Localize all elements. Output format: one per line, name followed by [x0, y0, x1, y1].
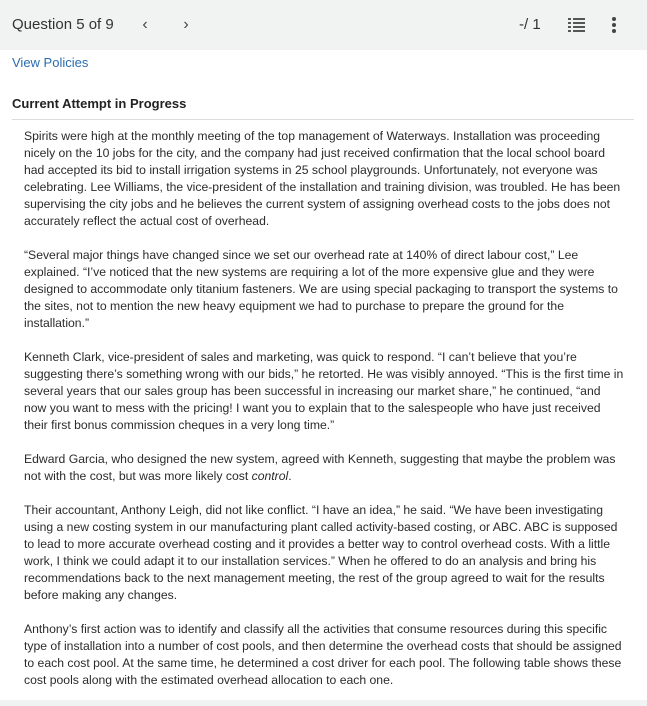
question-content — [0, 50, 647, 700]
paragraph-4-emphasis: control — [251, 469, 289, 483]
question-header — [0, 0, 647, 50]
list-icon[interactable] — [568, 17, 586, 33]
paragraph-2: “Several major things have changed since we set our overhead rate at 140% of direct labour cost,” Lee explained. “I’ve noticed that the new systems are requiring a lot of the more expensive glue and they were designed to accommodate only titanium fasteners. We are using special packaging to transport the systems to the sites, not to mention the new heavy equipment we had to purchase to prepare the ground for the installation.” — [24, 248, 618, 330]
kebab-menu-icon[interactable] — [606, 15, 622, 35]
question-score: -/ 1 — [519, 16, 541, 33]
paragraph-4-end: . — [288, 469, 292, 483]
paragraph-1: Spirits were high at the monthly meeting of the top management of Waterways. Installation was proceeding nicely on the 10 jobs for the city, and the company had just received confirmation that the local school board had accepted its bid to install irrigation systems in 25 school playgrounds. Unfortunately, not everyone was celebrating. Lee Williams, the vice-president of the installation and training division, was troubled. He has been supervising the city jobs and he believes the current system of assigning overhead costs to the jobs does not accurately reflect the actual cost of overhead. — [24, 129, 621, 228]
question-counter: Question 5 of 9 — [12, 16, 114, 33]
paragraph-3: Kenneth Clark, vice-president of sales and marketing, was quick to respond. “I can’t believe that you’re suggesting there’s something wrong with our bids,” he retorted. He was visibly annoyed. “This is the first time in several years that our sales group has been successful in increasing our market share,” he continued, “and now you want to mess with the pricing! I want you to explain that to the salespeople who have just received their first bonus commission cheques in a very long time.” — [24, 350, 624, 432]
divider — [12, 119, 634, 120]
paragraph-4 — [24, 451, 624, 485]
paragraph-5: Their accountant, Anthony Leigh, did not like conflict. “I have an idea,” he said. “We have been investigating using a new costing system in our manufacturing plant called activity-based costing, or ABC. ABC is supposed to lead to more accurate overhead costing and it provides a better way to control overhead costs. With a little work, I think we could adapt it to our installation services.” When he offered to do an analysis and bring his recommendations back to the next management meeting, the rest of the group agreed to wait for the results before making any changes. — [24, 503, 618, 602]
question-text — [24, 128, 624, 706]
paragraph-6: Anthony’s first action was to identify and classify all the activities that consume resources during this specific type of installation into a number of cost pools, and then determine the overhead costs that should be assigned to each cost pool. At the same time, he determined a cost driver for each pool. The following table shows these cost pools along with the estimated overhead allocation to each one. — [24, 622, 622, 687]
next-question-button[interactable]: › — [183, 16, 189, 33]
previous-question-button[interactable]: ‹ — [142, 16, 148, 33]
view-policies-link[interactable]: View Policies — [12, 55, 89, 70]
paragraph-4-text: Edward Garcia, who designed the new system, agreed with Kenneth, suggesting that maybe the problem was not with the cost, but was more likely cost — [24, 452, 616, 483]
attempt-status-heading: Current Attempt in Progress — [12, 96, 187, 111]
